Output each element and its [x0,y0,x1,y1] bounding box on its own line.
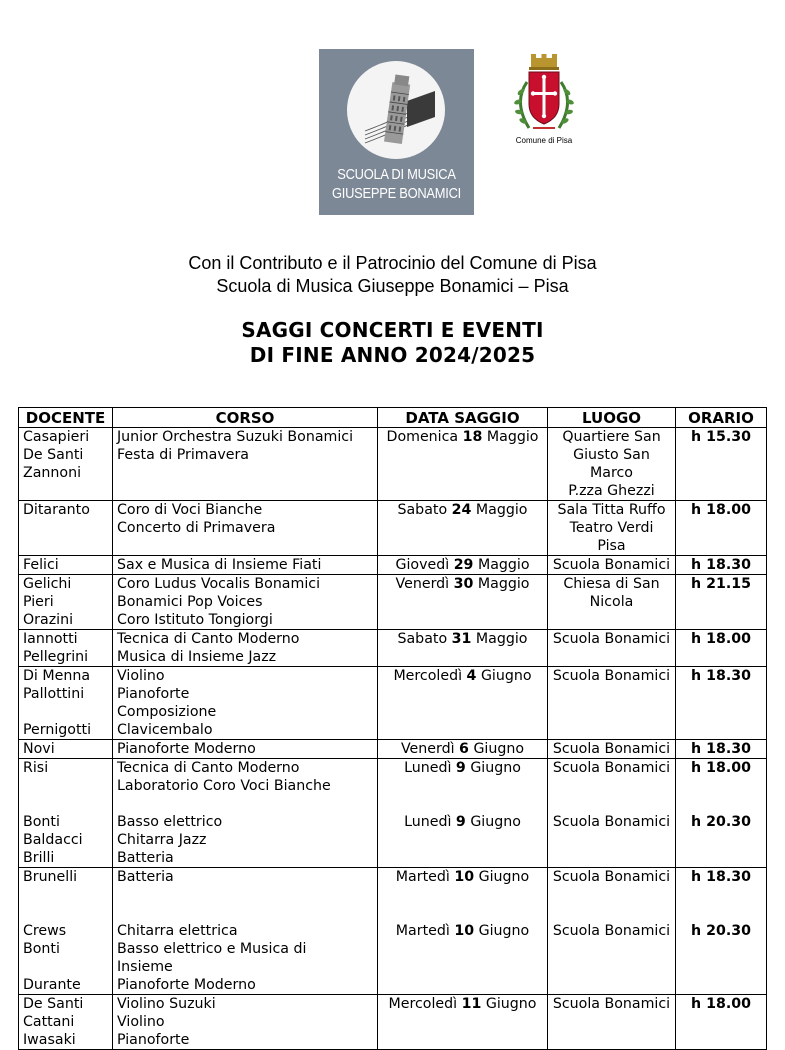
table-row [19,759,767,868]
luogo-line: Chiesa di San [563,576,660,592]
corso-line: Laboratorio Coro Voci Bianche [117,778,331,794]
table-row [19,428,767,501]
orario-value: h 18.30 [691,668,751,684]
corso-line: Coro Ludus Vocalis Bonamici [117,576,321,592]
docente-name: Pellegrini [23,649,89,665]
corso-cell [113,575,378,630]
luogo-cell [548,575,676,630]
date-number: 4 [466,668,477,684]
docente-name: Casapieri [23,429,90,445]
date-day: Martedì [395,923,450,939]
leaning-tower-icon [347,61,445,159]
docente-name: Ditaranto [23,502,90,518]
docente-name: Zannoni [23,465,82,481]
data-cell [378,740,548,759]
luogo-line: Sala Titta Ruffo [557,502,666,518]
date-number: 9 [455,760,466,776]
orario-value: h 18.00 [691,502,751,518]
corso-cell [113,868,378,995]
orario-value: h 18.00 [691,760,751,776]
date-text [382,759,543,777]
orario-value: h 18.30 [691,557,751,573]
corso-line: Pianoforte [117,1032,190,1048]
docente-name: Baldacci [23,832,83,848]
orario-cell [676,667,767,740]
data-cell [378,759,548,868]
luogo-line: Scuola Bonamici [552,814,671,830]
docente-name: Iwasaki [23,1032,76,1048]
orario-value: h 15.30 [691,429,751,445]
corso-line: Coro Istituto Tongiorgi [117,612,273,628]
docente-name: Bonti [23,941,60,957]
luogo-cell [548,428,676,501]
docente-name [23,958,108,976]
luogo-line: Scuola Bonamici [552,869,671,885]
data-cell [378,556,548,575]
corso-line: Junior Orchestra Suzuki Bonamici [117,429,354,445]
orario-cell [676,630,767,667]
orario-value: h 20.30 [691,923,751,939]
date-number: 10 [454,923,475,939]
corso-cell [113,759,378,868]
luogo-cell [548,995,676,1050]
luogo-line: Scuola Bonamici [552,996,671,1012]
luogo-cell [548,556,676,575]
orario-cell [676,759,767,868]
date-month: Giugno [470,814,521,830]
date-day: Venerdì [400,741,455,757]
docente-cell [19,667,113,740]
orario-value: h 18.30 [691,741,751,757]
luogo-line: Quartiere San [562,429,661,445]
subtitle-patronage: Con il Contributo e il Patrocinio del Comune di Pisa [188,253,597,273]
data-cell [378,667,548,740]
orario-cell [676,995,767,1050]
date-number: 6 [459,741,469,757]
date-text [382,630,543,648]
date-number: 9 [455,814,466,830]
docente-name: Durante [23,977,81,993]
corso-cell [113,501,378,556]
date-text [382,428,543,446]
docente-name: Pernigotti [23,722,92,738]
date-number: 30 [453,576,474,592]
docente-name: Gelichi [23,576,72,592]
date-month: Giugno [473,741,525,757]
docente-name: Risi [23,760,49,776]
date-number: 11 [461,996,482,1012]
corso-line: Clavicembalo [117,722,213,738]
docente-name: Iannotti [23,631,78,647]
date-month: Maggio [475,631,528,647]
docente-name: Orazini [23,612,74,628]
docente-name: De Santi [23,996,84,1012]
date-month: Maggio [477,557,530,573]
docente-cell [19,575,113,630]
data-cell [378,428,548,501]
date-day: Lunedì [404,814,452,830]
corso-line: Concerto di Primavera [117,520,276,536]
luogo-cell [548,630,676,667]
corso-line: Bonamici Pop Voices [117,594,263,610]
date-month: Maggio [486,429,539,445]
corso-line: Chitarra elettrica [117,923,238,939]
column-header-orario: ORARIO [676,408,767,428]
docente-cell [19,501,113,556]
luogo-cell [548,667,676,740]
date-text [382,667,543,685]
corso-line: Batteria [117,869,174,885]
date-text [382,868,543,886]
data-cell [378,995,548,1050]
luogo-cell [548,501,676,556]
docente-name: Cattani [23,1014,75,1030]
luogo-line: Pisa [597,538,626,554]
corso-line: Tecnica di Canto Moderno [117,631,300,647]
date-number: 10 [454,869,475,885]
corso-line: Coro di Voci Bianche [117,502,263,518]
date-month: Giugno [478,869,530,885]
corso-line: Composizione [117,704,217,720]
date-number: 18 [462,429,483,445]
docente-name: Brilli [23,850,55,866]
date-number: 24 [451,502,472,518]
date-day: Giovedì [395,557,450,573]
orario-value: h 20.30 [691,814,751,830]
table-row [19,667,767,740]
date-text [382,813,543,831]
data-cell [378,868,548,995]
date-text [382,575,543,593]
docente-cell [19,556,113,575]
luogo-line: Scuola Bonamici [552,631,671,647]
column-header-corso: CORSO [113,408,378,428]
corso-cell [113,995,378,1050]
docente-name: Crews [23,923,67,939]
date-month: Giugno [480,668,532,684]
date-number: 31 [451,631,472,647]
date-day: Mercoledì [388,996,458,1012]
docente-cell [19,428,113,501]
corso-line: Sax e Musica di Insieme Fiati [117,557,322,573]
date-day: Sabato [397,631,448,647]
luogo-line: Scuola Bonamici [552,760,671,776]
orario-cell [676,501,767,556]
docente-cell [19,995,113,1050]
corso-line: Chitarra Jazz [117,832,207,848]
table-row [19,630,767,667]
docente-cell [19,740,113,759]
comune-logo [505,52,583,148]
table-row [19,868,767,995]
docente-cell [19,630,113,667]
corso-line: Violino [117,1014,165,1030]
orario-cell [676,575,767,630]
corso-cell [113,630,378,667]
luogo-line: Scuola Bonamici [552,668,671,684]
subtitle-school: Scuola di Musica Giuseppe Bonamici – Pisa [216,276,569,296]
table-row [19,575,767,630]
luogo-line: Nicola [589,594,634,610]
date-day: Lunedì [404,760,452,776]
docente-name: Bonti [23,814,60,830]
column-header-docente: DOCENTE [19,408,113,428]
luogo-line: P.zza Ghezzi [568,483,655,499]
date-day: Martedì [395,869,450,885]
docente-name: Pallottini [23,686,85,702]
corso-cell [113,556,378,575]
luogo-line: Scuola Bonamici [552,741,671,757]
orario-cell [676,556,767,575]
date-month: Maggio [475,502,528,518]
corso-line: Insieme [117,959,173,975]
corso-cell [113,740,378,759]
luogo-line: Scuola Bonamici [552,923,671,939]
corso-line: Violino [117,668,165,684]
orario-value: h 18.00 [691,631,751,647]
page-title-line1: SAGGI CONCERTI E EVENTI [241,318,544,342]
corso-line: Musica di Insieme Jazz [117,649,277,665]
data-cell [378,501,548,556]
date-month: Maggio [477,576,530,592]
column-header-data: DATA SAGGIO [378,408,548,428]
date-day: Mercoledì [393,668,463,684]
orario-cell [676,740,767,759]
corso-cell [113,428,378,501]
corso-line: Violino Suzuki [117,996,216,1012]
corso-line: Tecnica di Canto Moderno [117,760,300,776]
luogo-line: Marco [590,465,633,481]
corso-line: Pianoforte Moderno [117,741,256,757]
school-logo [319,49,474,215]
table-row [19,501,767,556]
table-row [19,995,767,1050]
docente-cell [19,868,113,995]
orario-value: h 18.00 [691,996,751,1012]
date-month: Giugno [478,923,530,939]
orario-cell [676,868,767,995]
docente-name [23,703,108,721]
luogo-line: Giusto San [573,447,650,463]
luogo-line: Teatro Verdi [569,520,654,536]
corso-line: Basso elettrico [117,814,223,830]
docente-name: Novi [23,741,55,757]
pisa-coat-of-arms-icon [505,52,583,136]
corso-line: Pianoforte [117,686,190,702]
date-month: Giugno [485,996,537,1012]
table-row [19,740,767,759]
orario-value: h 18.30 [691,869,751,885]
date-day: Domenica [386,429,459,445]
luogo-line: Scuola Bonamici [552,557,671,573]
date-day: Sabato [397,502,448,518]
column-header-luogo: LUOGO [548,408,676,428]
orario-cell [676,428,767,501]
page-title-line2: DI FINE ANNO 2024/2025 [249,343,536,367]
docente-cell [19,759,113,868]
corso-line: Festa di Primavera [117,447,249,463]
date-text [382,556,543,574]
luogo-cell [548,740,676,759]
docente-name: Di Menna [23,668,91,684]
corso-line: Batteria [117,850,174,866]
data-cell [378,575,548,630]
docente-name: Pieri [23,594,54,610]
date-number: 29 [453,557,474,573]
date-text [382,922,543,940]
table-header-row [19,408,767,428]
school-logo-line1: SCUOLA DI MUSICA [337,166,456,183]
corso-cell [113,667,378,740]
date-day: Venerdì [395,576,450,592]
luogo-cell [548,868,676,995]
schedule-table [18,407,767,1050]
date-month: Giugno [470,760,521,776]
docente-name: Brunelli [23,869,78,885]
date-text [382,995,543,1013]
luogo-cell [548,759,676,868]
date-text [382,501,543,519]
corso-line: Basso elettrico e Musica di [117,941,307,957]
school-logo-line2: GIUSEPPE BONAMICI [332,185,461,202]
orario-value: h 21.15 [691,576,751,592]
corso-line: Pianoforte Moderno [117,977,256,993]
table-row [19,556,767,575]
docente-name: Felici [23,557,59,573]
comune-caption: Comune di Pisa [515,136,573,145]
date-text [382,740,543,758]
docente-name: De Santi [23,447,84,463]
data-cell [378,630,548,667]
